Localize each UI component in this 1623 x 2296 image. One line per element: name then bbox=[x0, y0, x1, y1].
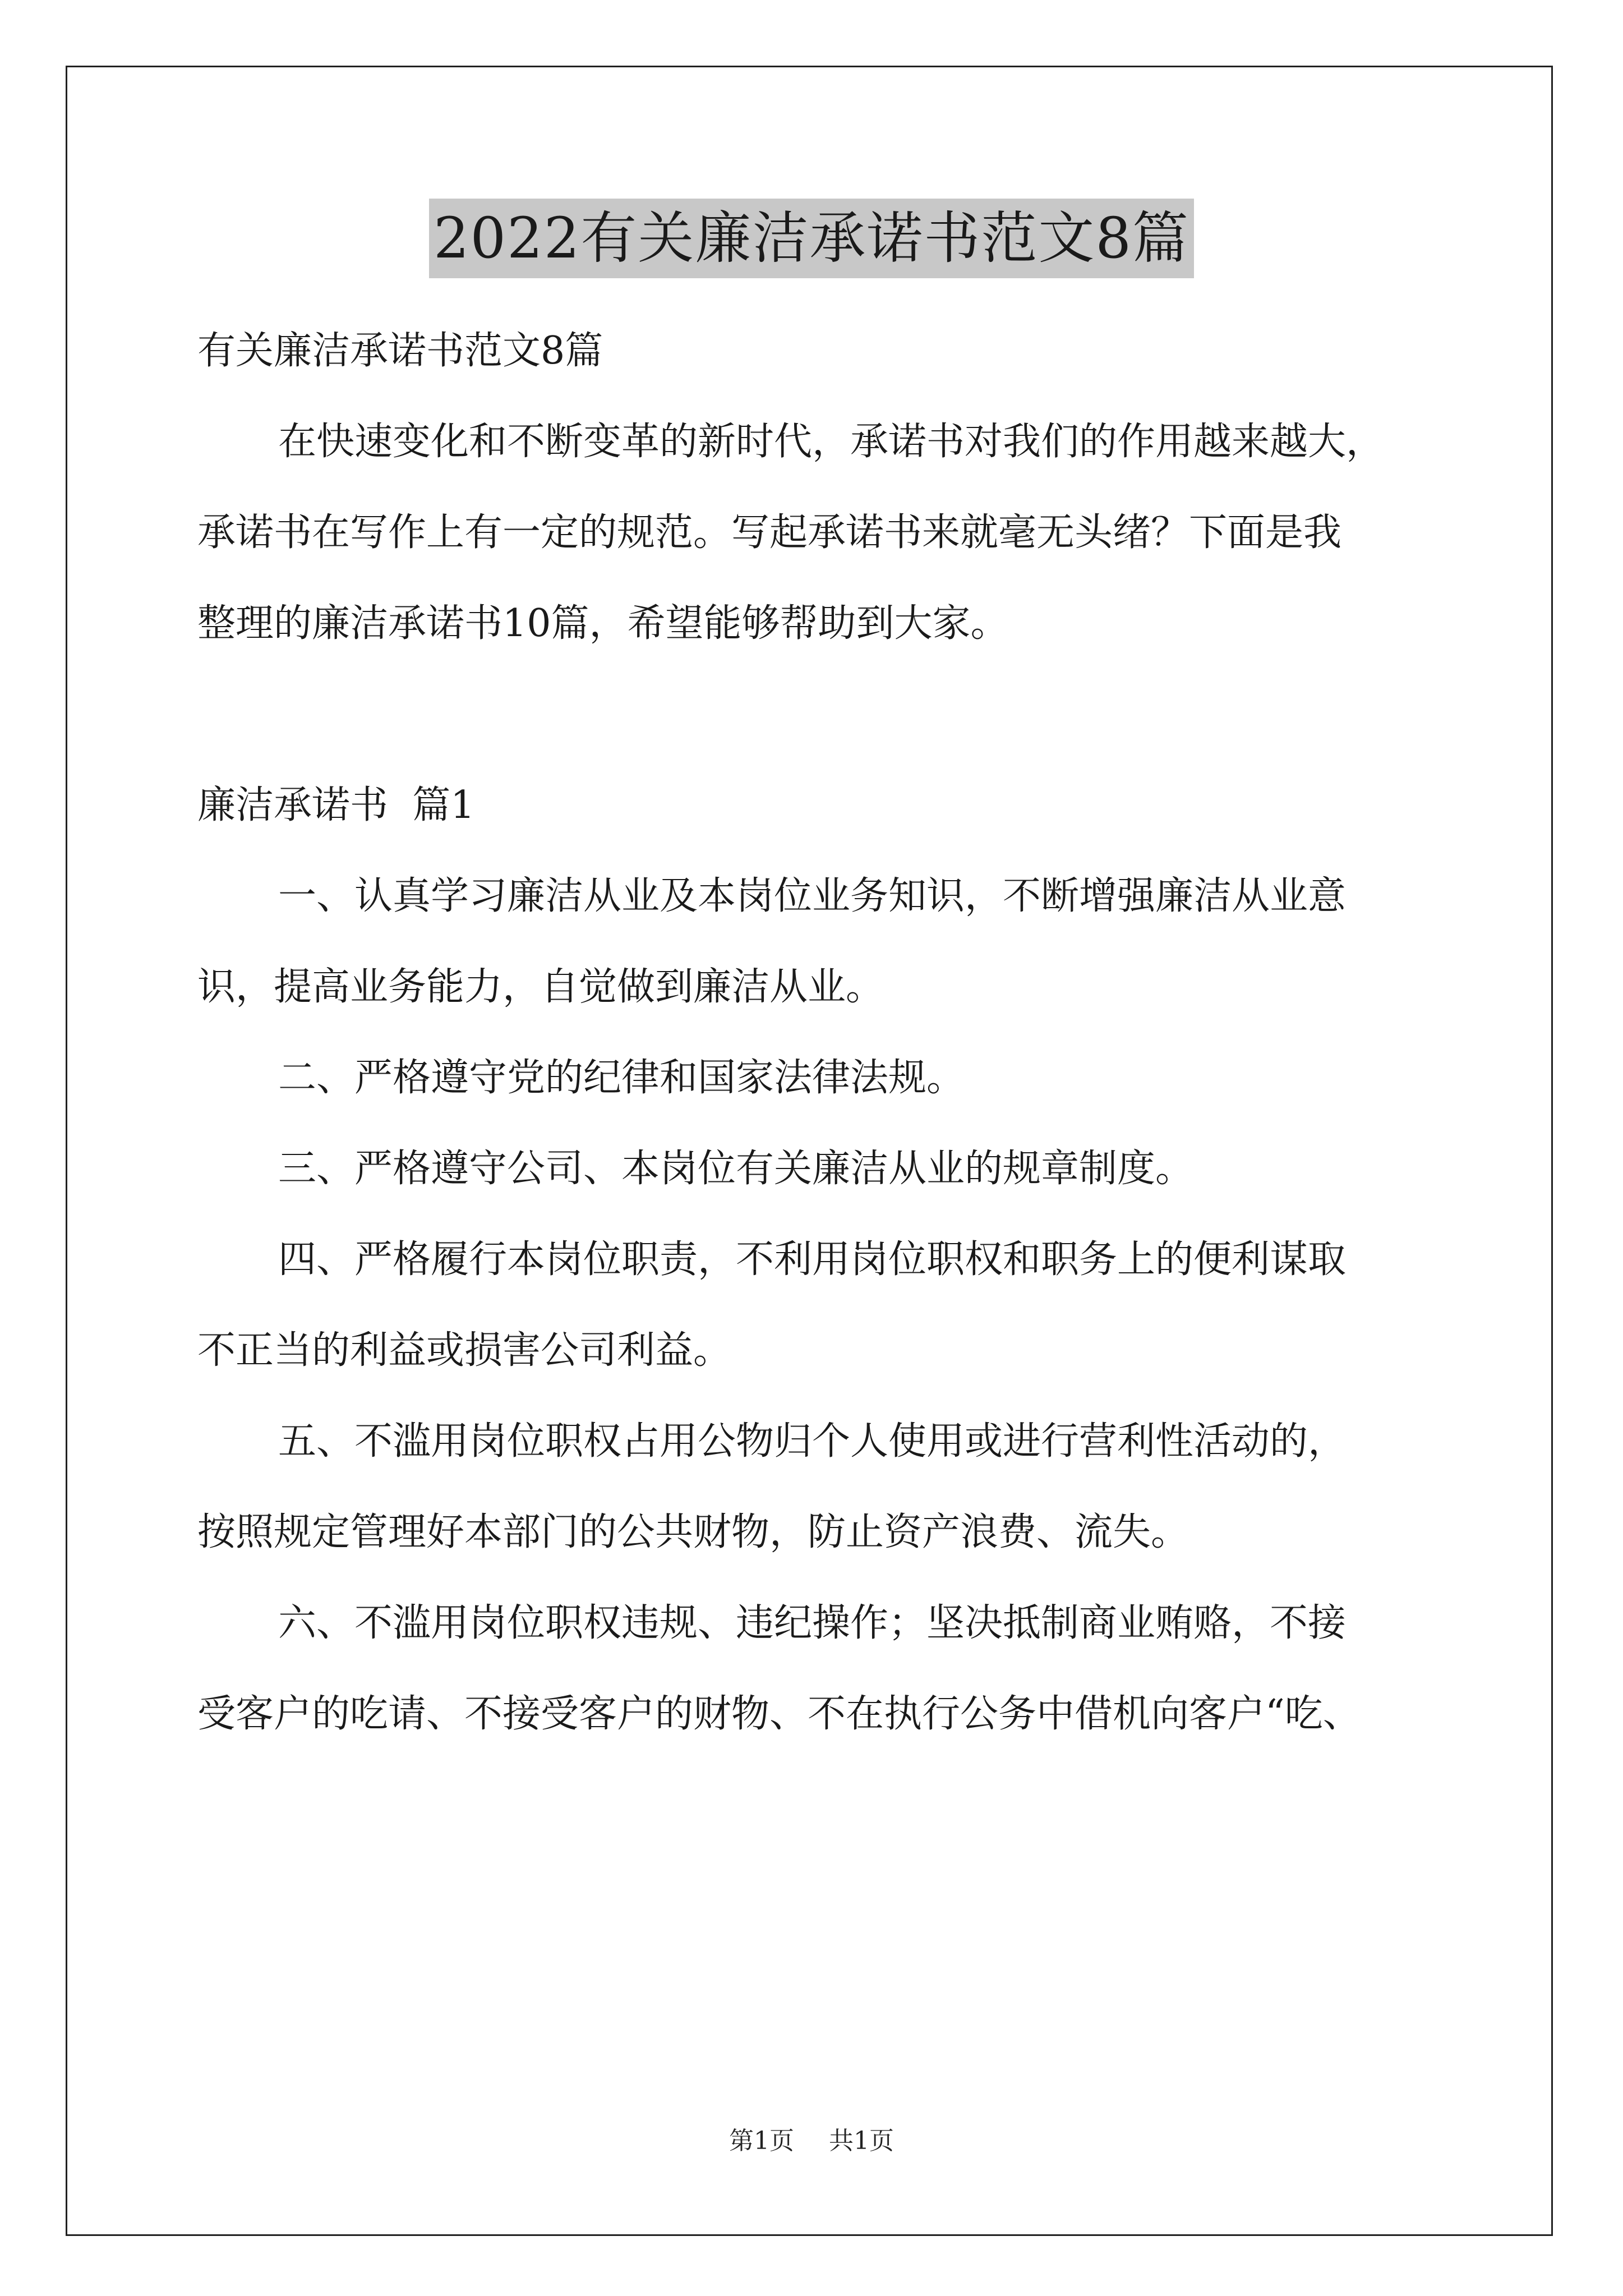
title-container bbox=[0, 199, 1623, 278]
body-line: 六、不滥用岗位职权违规、违纪操作；坚决抵制商业贿赂，不接 bbox=[278, 1601, 1347, 1645]
intro-line: 整理的廉洁承诺书10篇，希望能够帮助到大家。 bbox=[197, 601, 1009, 646]
document-subtitle: 有关廉洁承诺书范文8篇 bbox=[197, 329, 603, 373]
body-line: 四、严格履行本岗位职责，不利用岗位职权和职务上的便利谋取 bbox=[278, 1237, 1347, 1282]
body-line: 识，提高业务能力，自觉做到廉洁从业。 bbox=[197, 965, 884, 1009]
section-heading: 廉洁承诺书 篇1 bbox=[197, 783, 475, 827]
body-line: 受客户的吃请、不接受客户的财物、不在执行公务中借机向客户“吃、 bbox=[197, 1692, 1361, 1736]
intro-line: 承诺书在写作上有一定的规范。写起承诺书来就毫无头绪？下面是我 bbox=[197, 510, 1342, 555]
body-line: 五、不滥用岗位职权占用公物归个人使用或进行营利性活动的， bbox=[278, 1419, 1347, 1464]
body-line: 按照规定管理好本部门的公共财物，防止资产浪费、流失。 bbox=[197, 1510, 1189, 1554]
page-total: 共1页 bbox=[829, 2127, 894, 2155]
paragraph-gap bbox=[197, 669, 1437, 760]
section-body bbox=[197, 851, 1437, 1760]
body-line: 一、认真学习廉洁从业及本岗位业务知识，不断增强廉洁从业意 bbox=[278, 874, 1347, 918]
document-title: 2022有关廉洁承诺书范文8篇 bbox=[429, 199, 1194, 278]
body-line: 二、严格遵守党的纪律和国家法律法规。 bbox=[278, 1056, 965, 1100]
body-line: 三、严格遵守公司、本岗位有关廉洁从业的规章制度。 bbox=[278, 1147, 1194, 1191]
intro-line: 在快速变化和不断变革的新时代，承诺书对我们的作用越来越大， bbox=[278, 420, 1385, 464]
page-footer bbox=[0, 2120, 1623, 2156]
body-line: 不正当的利益或损害公司利益。 bbox=[197, 1328, 732, 1373]
document-body bbox=[197, 306, 1437, 1760]
page-number: 第1页 bbox=[729, 2127, 794, 2155]
